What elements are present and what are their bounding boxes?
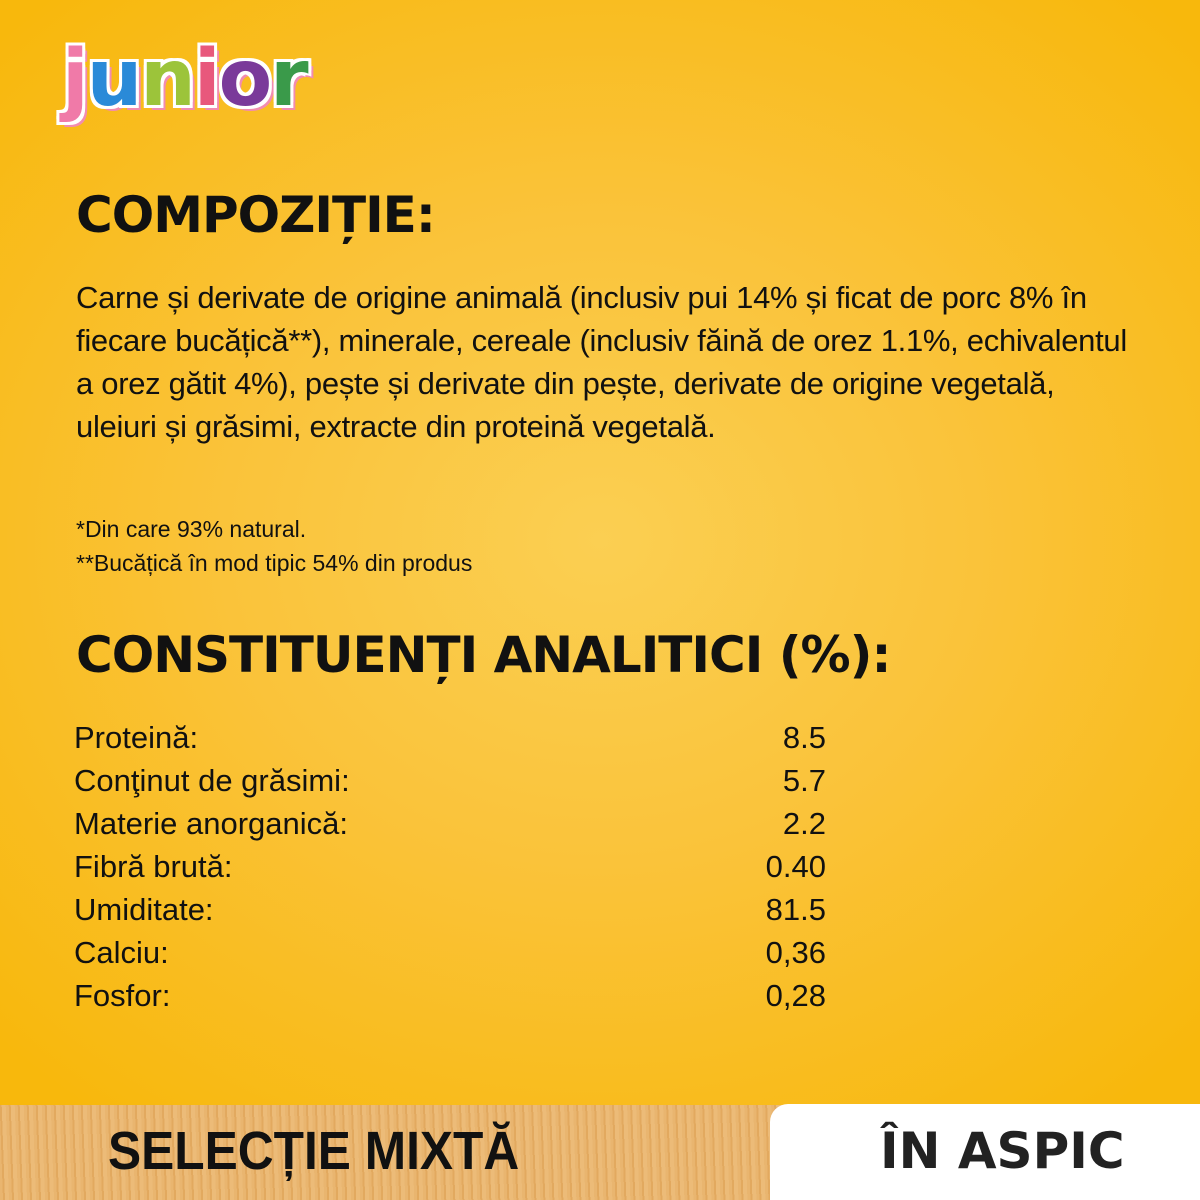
- analytic-table: [74, 716, 826, 1017]
- row-label: Proteină:: [74, 720, 199, 755]
- row-value: 2.2: [782, 806, 826, 841]
- logo-letter: j: [62, 34, 87, 124]
- table-row: [74, 716, 826, 759]
- analytic-title: CONSTITUENȚI ANALITICI (%):: [76, 626, 891, 684]
- row-value: 5.7: [782, 763, 826, 798]
- table-row: [74, 759, 826, 802]
- row-label: Umiditate:: [74, 892, 214, 927]
- logo-letter: u: [86, 34, 141, 124]
- row-value: 0,28: [765, 978, 826, 1013]
- footnotes: [76, 512, 472, 580]
- row-value: 0.40: [765, 849, 826, 884]
- composition-title: COMPOZIȚIE:: [76, 186, 435, 244]
- row-value: 81.5: [765, 892, 826, 927]
- table-row: [74, 974, 826, 1017]
- row-label: Fibră brută:: [74, 849, 233, 884]
- variety-label: SELECȚIE MIXTĂ: [108, 1121, 520, 1181]
- footnote: *Din care 93% natural.: [76, 516, 307, 542]
- row-label: Materie anorganică:: [74, 806, 348, 841]
- logo-letter: r: [270, 34, 307, 124]
- format-label: ÎN ASPIC: [880, 1122, 1125, 1180]
- row-label: Fosfor:: [74, 978, 171, 1013]
- logo-letter: o: [218, 34, 271, 124]
- table-row: [74, 931, 826, 974]
- table-row: [74, 888, 826, 931]
- logo-letter: n: [140, 34, 194, 124]
- table-row: [74, 802, 826, 845]
- composition-text: Carne și derivate de origine animală (inclusiv pui 14% și ficat de porc 8% în fiecare bucățică**), minerale, cereale (inclusiv făină de orez 1.1%, echivalentul a orez gătit 4%), pește și derivate din pește, derivate de origine vegetală, uleiuri și grăsimi, extracte din proteină vegetală.: [76, 280, 1127, 444]
- table-row: [74, 845, 826, 888]
- row-label: Calciu:: [74, 935, 169, 970]
- junior-logo: [62, 34, 307, 124]
- row-value: 0,36: [765, 935, 826, 970]
- footnote: **Bucățică în mod tipic 54% din produs: [76, 550, 473, 576]
- row-value: 8.5: [782, 720, 826, 755]
- logo-letter: i: [193, 34, 219, 124]
- row-label: Conţinut de grăsimi:: [74, 763, 350, 798]
